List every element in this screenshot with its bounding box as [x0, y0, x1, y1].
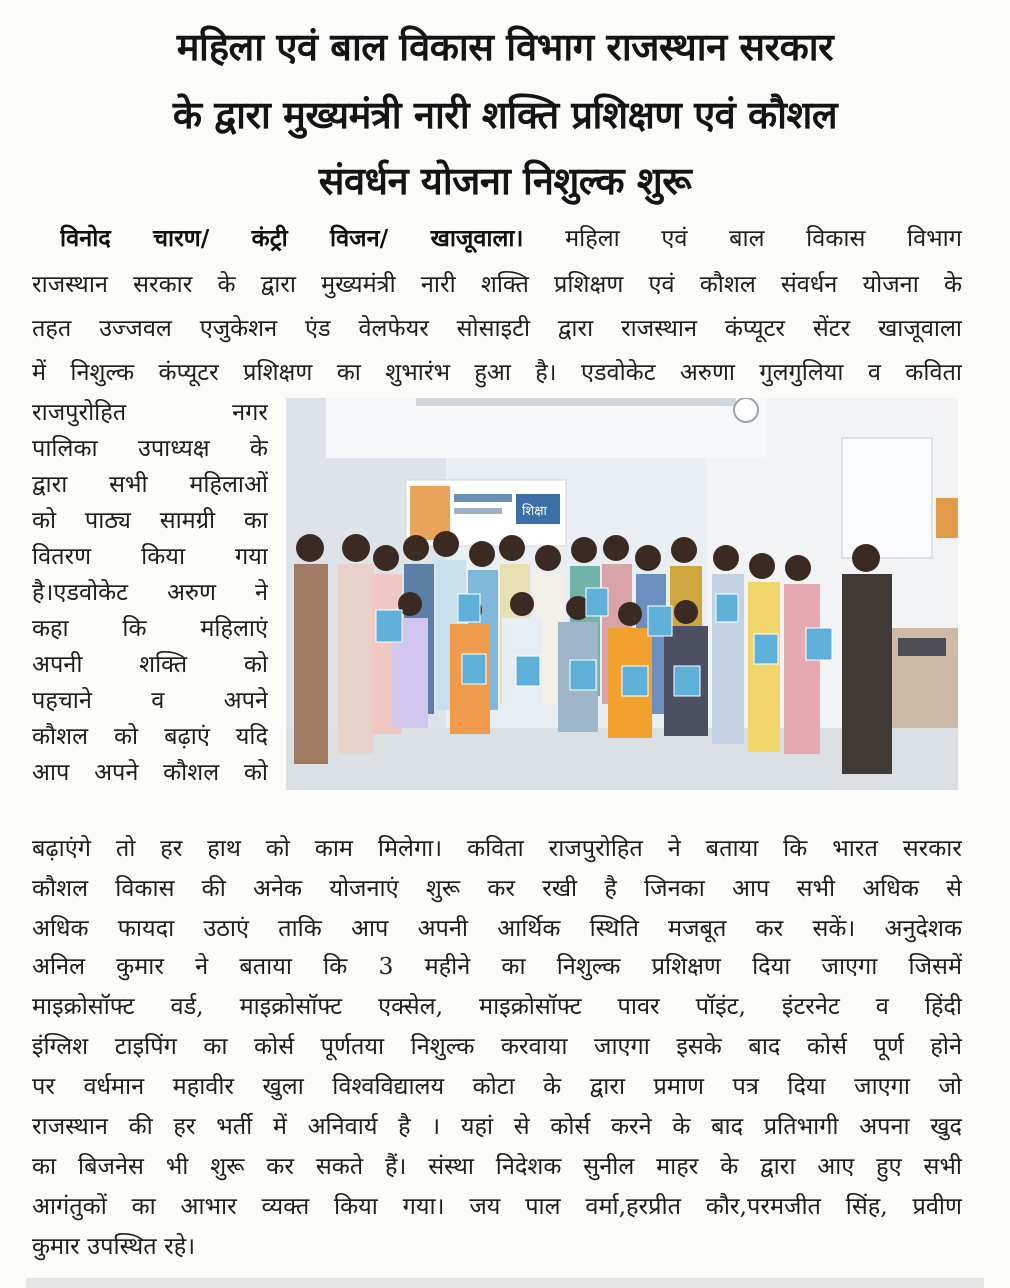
body-line: अनिल कुमार ने बताया कि 3 महीने का निशुल्क प्रशिक्षण दिया जाएगा जिसमें — [32, 952, 962, 980]
group-photo-illustration — [286, 398, 958, 790]
wrap-line: पहचाने व अपने — [32, 686, 268, 714]
body-line-1-text: महिला एवं बाल विकास विभाग — [565, 224, 962, 252]
body-line-last: कुमार उपस्थित रहे। — [32, 1232, 196, 1260]
headline-line-3: संवर्धन योजना निशुल्क शुरू — [318, 159, 692, 203]
wrap-line: राजपुरोहित नगर — [32, 398, 268, 426]
wrap-line: द्वारा सभी महिलाओं — [32, 470, 268, 498]
body-line: आगंतुकों का आभार व्यक्त किया गया। जय पाल वर्मा,हरप्रीत कौर,परमजीत सिंह, प्रवीण — [32, 1192, 962, 1220]
wrap-line: को पाठ्य सामग्री का — [32, 506, 268, 534]
wrap-line: कौशल को बढ़ाएं यदि — [32, 722, 268, 750]
body-line-1 — [60, 218, 962, 258]
wrap-line: आप अपने कौशल को — [32, 758, 268, 786]
body-line: राजस्थान की हर भर्ती में अनिवार्य है । यहां से कोर्स करने के बाद प्रतिभागी अपना खुद — [32, 1112, 962, 1140]
photo-banner-text: शिक्षा — [522, 504, 547, 519]
body-line: बढ़ाएंगे तो हर हाथ को काम मिलेगा। कविता राजपुरोहित ने बताया कि भारत सरकार — [32, 834, 962, 862]
body-line-4: में निशुल्क कंप्यूटर प्रशिक्षण का शुभारंभ हुआ है। एडवोकेट अरुणा गुलगुलिया व कविता — [32, 358, 962, 386]
body-line: माइक्रोसॉफ्ट वर्ड, माइक्रोसॉफ्ट एक्सेल, माइक्रोसॉफ्ट पावर पॉइंट, इंटरनेट व हिंदी — [32, 992, 962, 1020]
headline-line-2: के द्वारा मुख्यमंत्री नारी शक्ति प्रशिक्षण एवं कौशल — [172, 93, 838, 137]
body-line-3: तहत उज्जवल एजुकेशन एंड वेलफेयर सोसाइटी द्वारा राजस्थान कंप्यूटर सेंटर खाजूवाला — [32, 314, 962, 342]
byline: विनोद चारण/ कंट्री विजन/ खाजूवाला। — [60, 224, 524, 252]
headline-line-1: महिला एवं बाल विकास विभाग राजस्थान सरकार — [176, 25, 834, 69]
body-line-2: राजस्थान सरकार के द्वारा मुख्यमंत्री नारी शक्ति प्रशिक्षण एवं कौशल संवर्धन योजना के — [32, 270, 962, 298]
wrap-line: है।एडवोकेट अरुण ने — [32, 578, 268, 606]
body-line: का बिजनेस भी शुरू कर सकते हैं। संस्था निदेशक सुनील माहर के द्वारा आए हुए सभी — [32, 1152, 962, 1180]
wrap-line: पालिका उपाध्यक्ष के — [32, 434, 268, 462]
body-line: अधिक फायदा उठाएं ताकि आप अपनी आर्थिक स्थिति मजबूत कर सकें। अनुदेशक — [32, 914, 962, 942]
wrap-line: वितरण किया गया — [32, 542, 268, 570]
body-line: कौशल विकास की अनेक योजनाएं शुरू कर रखी है जिनका आप सभी अधिक से — [32, 874, 962, 902]
body-line: इंग्लिश टाइपिंग का कोर्स पूर्णतया निशुल्क करवाया जाएगा इसके बाद कोर्स पूर्ण होने — [32, 1032, 962, 1060]
article-photo — [286, 398, 958, 790]
page-bottom-divider — [26, 1278, 984, 1288]
wrap-line: कहा कि महिलाएं — [32, 614, 268, 642]
body-line: पर वर्धमान महावीर खुला विश्वविद्यालय कोटा के द्वारा प्रमाण पत्र दिया जाएगा जो — [32, 1072, 962, 1100]
wrap-line: अपनी शक्ति को — [32, 650, 268, 678]
